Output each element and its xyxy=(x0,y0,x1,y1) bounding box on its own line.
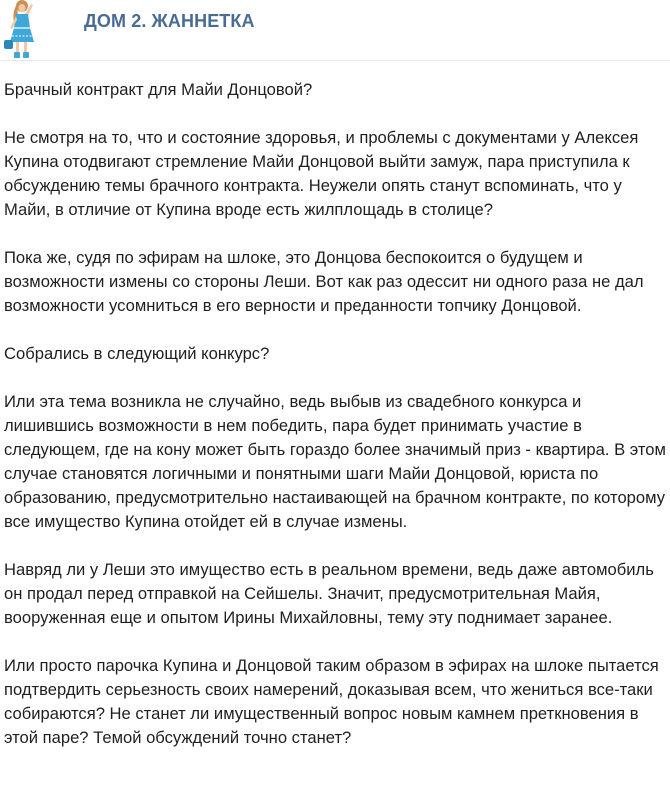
article-paragraph: Или эта тема возникла не случайно, ведь выбыв из свадебного конкурса и лишившись возможности в нем победить, пара будет принимать участие в следующем, где на кону может быть гораздо более значимый приз - квартира. В этом случае становятся логичными и понятными шаги Майи Донцовой, юриста по образованию, предусмотрительно настаивающей на брачном контракте, по которому все имущество Купина отойдет ей в случае измены. xyxy=(4,392,666,531)
article-body xyxy=(4,78,666,774)
article-paragraph: Собрались в следующий конкурс? xyxy=(4,344,270,363)
article-paragraph: Пока же, судя по эфирам на шлоке, это Донцова беспокоится о будущем и возможности измены со стороны Леши. Вот как раз одессит ни одного раза не дал возможности усомниться в его верности и преданности топчику Донцовой. xyxy=(4,248,644,315)
page-title[interactable]: ДОМ 2. ЖАННЕТКА xyxy=(84,11,255,31)
article-header xyxy=(0,0,670,61)
article-paragraph: Навряд ли у Леши это имущество есть в реальном времени, ведь даже автомобиль он продал перед отправкой на Сейшелы. Значит, предусмотрительная Майя, вооруженная еще и опытом Ирины Михайловны, тему эту поднимает заранее. xyxy=(4,560,654,627)
article-paragraph: Не смотря на то, что и состояние здоровья, и проблемы с документами у Алексея Купина отодвигают стремление Майи Донцовой выйти замуж, пара приступила к обсуждению темы брачного контракта. Неужели опять станут вспоминать, что у Майи, в отличие от Купина вроде есть жилплощадь в столице? xyxy=(4,128,639,219)
woman-figure-icon xyxy=(0,0,40,60)
article-paragraph: Брачный контракт для Майи Донцовой? xyxy=(4,80,313,99)
article-paragraph: Или просто парочка Купина и Донцовой таким образом в эфирах на шлоке пытается подтвердить серьезность своих намерений, доказывая всем, что жениться все-таки собираются? Не станет ли имущественный вопрос новым камнем преткновения в этой паре? Темой обсуждений точно станет? xyxy=(4,656,659,747)
